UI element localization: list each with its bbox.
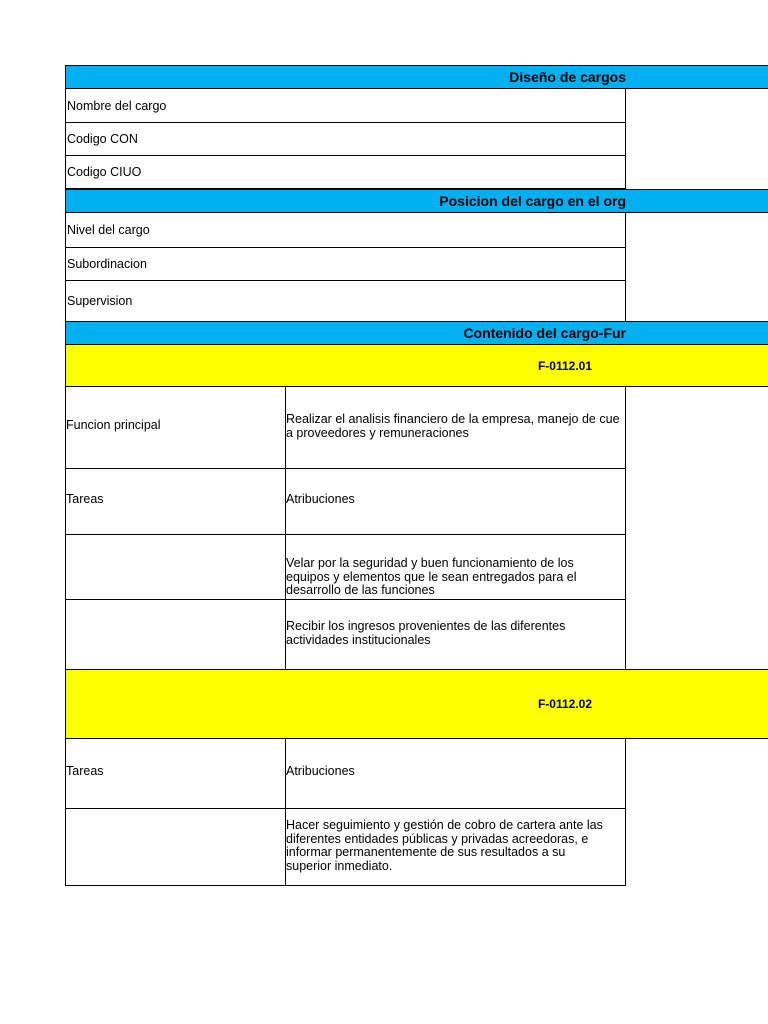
main-function-text: Realizar el analisis financiero de la empresa, manejo de cue a proveedores y remuneraciones [286,413,620,440]
section-title-design: Diseño de cargos [509,69,626,85]
grid-line [65,534,626,535]
field-supervision [65,280,626,322]
grid-line [65,808,626,809]
grid-line [65,885,626,886]
tasks-label: Tareas [66,493,104,506]
field-job-name [65,88,626,123]
grid-line [625,738,626,886]
field-label-subordination: Subordinacion [67,257,147,271]
section-header-position [65,189,768,213]
field-subordination [65,247,626,281]
attributions-label: Atribuciones [286,493,355,506]
grid-line [625,386,626,669]
section-title-content: Contenido del cargo-Fur [463,325,626,341]
field-code-ciuo [65,155,626,189]
field-code-con [65,122,626,156]
grid-line [65,386,66,886]
grid-line [65,599,626,600]
field-label-code-con: Codigo CON [67,132,138,146]
field-job-level [65,212,626,248]
field-label-job-name: Nombre del cargo [67,98,167,113]
tasks-label: Tareas [66,765,104,778]
field-label-supervision: Supervision [67,294,133,308]
attributions-label: Atribuciones [286,765,355,778]
section-header-content [65,321,768,345]
function-code-bar-2 [65,669,768,739]
function-code-bar-1 [65,344,768,387]
section-title-position: Posicion del cargo en el org [439,193,626,209]
task-text: Hacer seguimiento y gestión de cobro de cartera ante las diferentes entidades públicas y privadas acreedoras, e informar permanentemente de sus resultados a su superior inmediato. [286,819,603,873]
field-label-code-ciuo: Codigo CIUO [67,165,142,179]
section-header-design [65,65,768,89]
field-label-job-level: Nivel del cargo [67,223,150,237]
grid-line [65,468,626,469]
main-function-label: Funcion principal [66,419,161,432]
function-code-2: F-0112.02 [537,697,592,711]
function-code-1: F-0112.01 [537,358,592,373]
task-text: Velar por la seguridad y buen funcionamiento de los equipos y elementos que le sean entregados para el desarrollo de las funciones [286,557,577,597]
task-text: Recibir los ingresos provenientes de las diferentes actividades institucionales [286,620,566,647]
